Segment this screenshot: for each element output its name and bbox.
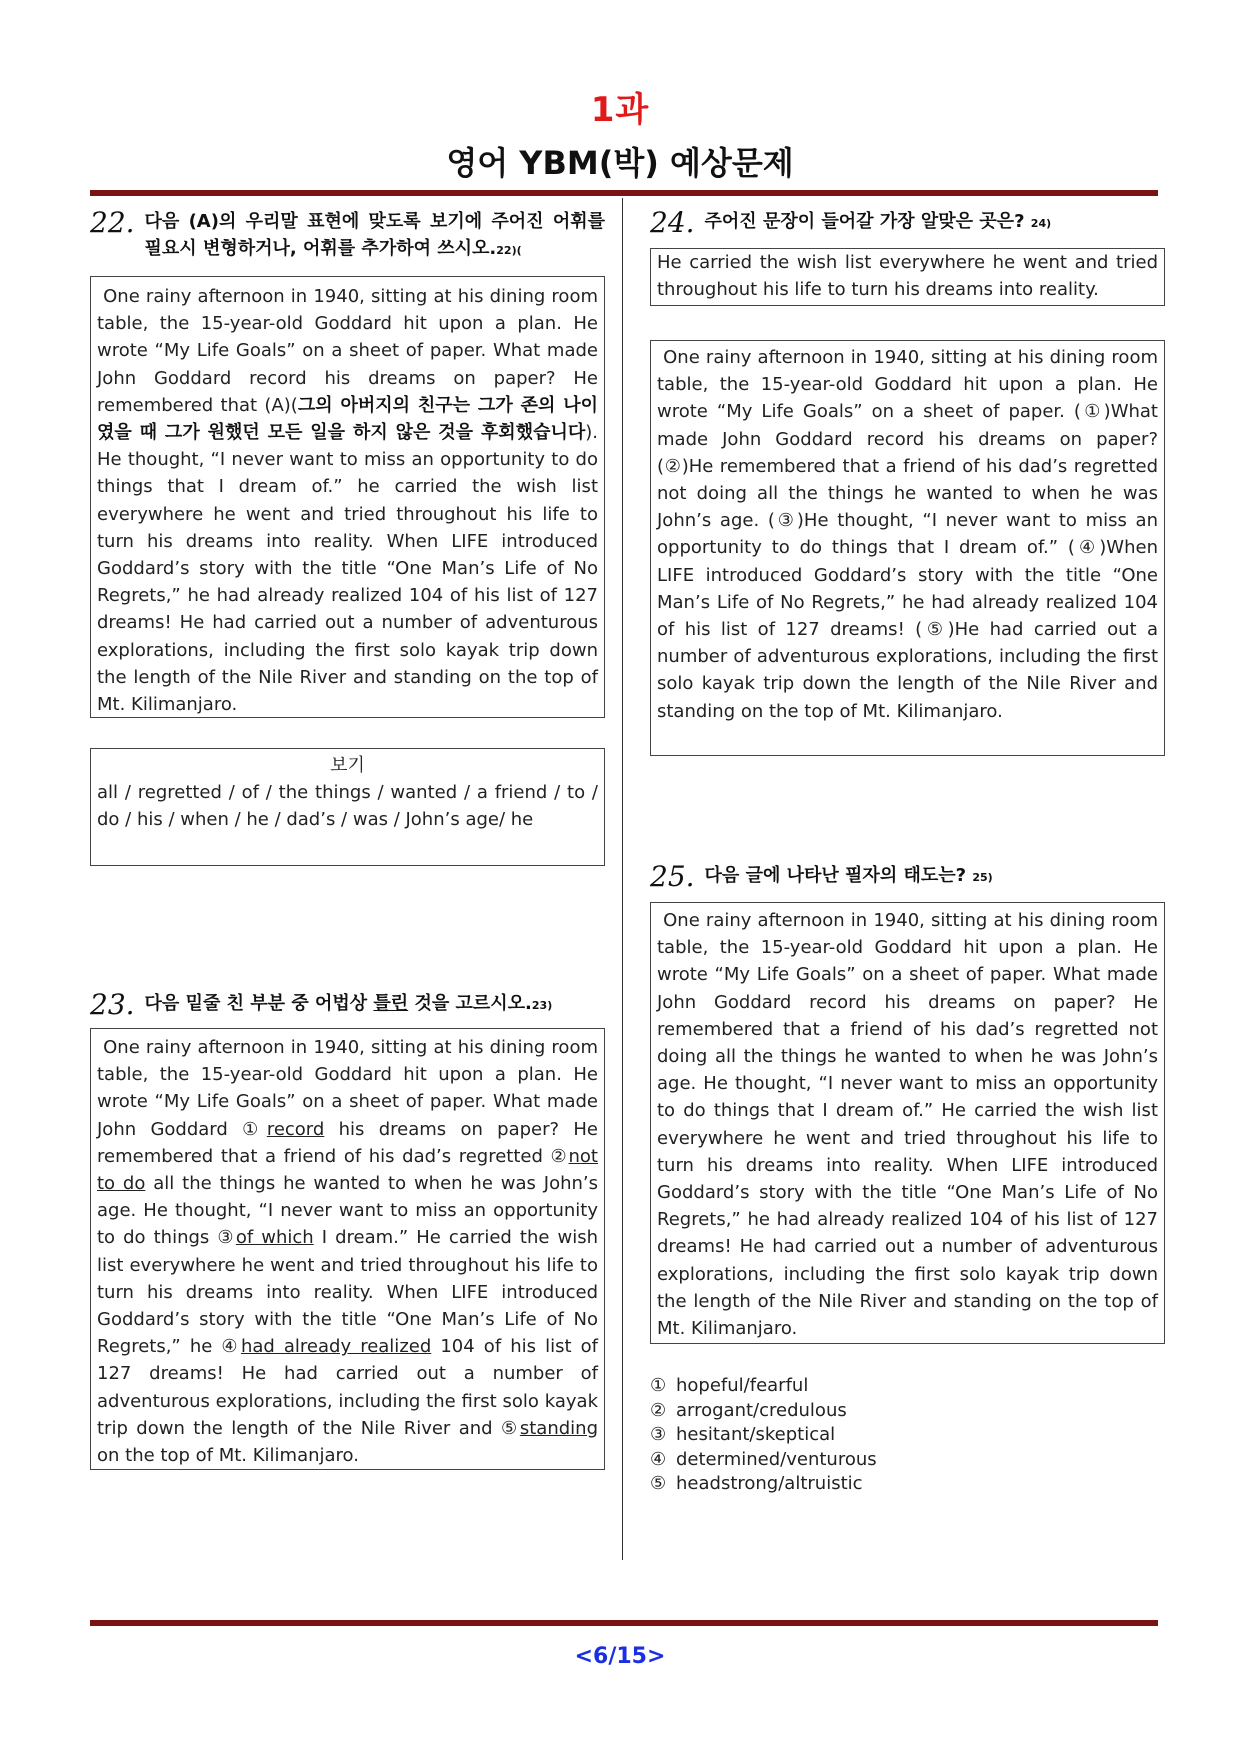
option-2[interactable]: ② arrogant/credulous — [650, 1399, 847, 1421]
question-prompt: 다음 글에 나타난 필자의 태도는? 25) — [704, 865, 993, 886]
question-23 — [90, 990, 605, 1470]
question-prompt: 주어진 문장이 들어갈 가장 알맞은 곳은? 24) — [704, 211, 1052, 232]
passage-box: One rainy afternoon in 1940, sitting at his dining room table, the 15-year-old Goddard hit upon a plan. He wrote “My Life Goals” on a sheet of paper. What made John Goddard record his dreams on paper? He remembered that a friend of his dad’s regretted not doing all the things he wanted to when he was John’s age. He thought, “I never want to miss an opportunity to do things that I dream of.” He carried the wish list everywhere he went and tried throughout his life to turn his dreams into reality. When LIFE introduced Goddard’s story with the title “One Man’s Life of No Regrets,” he had already realized 104 of his list of 127 dreams! He had carried out a number of adventurous explorations, including the first solo kayak trip down the length of the Nile River and standing on the top of Mt. Kilimanjaro. — [650, 902, 1165, 1344]
question-number: 25. — [650, 860, 695, 893]
option-3[interactable]: ③ hesitant/skeptical — [650, 1424, 836, 1445]
footnote-ref: 24) — [1030, 217, 1052, 230]
passage-box: One rainy afternoon in 1940, sitting at his dining room table, the 15-year-old Goddard hit upon a plan. He wrote “My Life Goals” on a sheet of paper. What made John Goddard record his dreams on paper? He remembered that (A)(그의 아버지의 친구는 그가 존의 나이였을 때 그가 원했던 모든 일을 하지 않은 것을 후회했습니다). He thought, “I never want to miss an opportunity to do things that I dream of.” he carried the wish list everywhere he went and tried throughout his life to turn his dreams into reality. When LIFE introduced Goddard’s story with the title “One Man’s Life of No Regrets,” he had already realized 104 of his list of 127 dreams! He had carried out a number of adventurous explorations, including the first solo kayak trip down the length of the Nile River and standing on the top of Mt. Kilimanjaro. — [90, 276, 605, 718]
option-5[interactable]: ⑤ headstrong/altruistic — [650, 1473, 863, 1494]
given-sentence-box: He carried the wish list everywhere he went and tried throughout his life to turn his dreams into reality. — [650, 248, 1165, 306]
option-4[interactable]: ④ determined/venturous — [650, 1448, 877, 1470]
question-number: 22. — [90, 206, 135, 239]
passage-box: One rainy afternoon in 1940, sitting at his dining room table, the 15-year-old Goddard hit upon a plan. He wrote “My Life Goals” on a sheet of paper. (①)What made John Goddard record his dreams on paper? (②)He remembered that a friend of his dad’s regretted not doing all the things he wanted to when he was John’s age. (③)He thought, “I never want to miss an opportunity to do things that I dream of.” (④)When LIFE introduced Goddard’s story with the title “One Man’s Life of No Regrets,” he had already realized 104 of his list of 127 dreams! (⑤)He had carried out a number of adventurous explorations, including the first solo kayak trip down the length of the Nile River and standing on the top of Mt. Kilimanjaro. — [650, 340, 1165, 756]
footnote-ref: 25) — [972, 871, 993, 884]
option-1[interactable]: ① hopeful/fearful — [650, 1375, 809, 1396]
page-title: 영어 YBM(박) 예상문제 — [446, 144, 794, 182]
bogi-label: 보기 — [330, 755, 365, 776]
question-prompt: 다음 밑줄 친 부분 중 어법상 틀린 것을 고르시오.23) — [144, 993, 553, 1014]
underlined-option-3: of which — [235, 1227, 314, 1249]
footnote-ref: 23) — [531, 999, 553, 1012]
bogi-box — [90, 748, 605, 866]
bogi-words: all / regretted / of / the things / wanted / a friend / to / do / his / when / he / dad’s / was / John’s age/ he — [97, 782, 598, 831]
underlined-option-4: had already realized — [240, 1336, 432, 1358]
question-prompt: 다음 (A)의 우리말 표현에 맞도록 보기에 주어진 어휘를 필요시 변형하거나, 어휘를 추가하여 쓰시오.22)( — [144, 211, 605, 259]
passage-box: One rainy afternoon in 1940, sitting at his dining room table, the 15-year-old Goddard hit upon a plan. He wrote “My Life Goals” on a sheet of paper. What made John Goddard ①record his dreams on paper? He remembered that a friend of his dad’s regretted ②not to do all the things he wanted to when he was John’s age. He thought, “I never want to miss an opportunity to do things ③of which I dream.” He carried the wish list everywhere he went and tried throughout his life to turn his dreams into reality. When LIFE introduced Goddard’s story with the title “One Man’s Life of No Regrets,” he ④had already realized 104 of his list of 127 dreams! He had carried out a number of adventurous explorations, including the first solo kayak trip down the length of the Nile River and ⑤standing on the top of Mt. Kilimanjaro. — [90, 1028, 605, 1470]
answer-options — [650, 1374, 1165, 1497]
page-number: <6/15> — [574, 1644, 666, 1669]
question-24 — [650, 208, 1165, 756]
underlined-option-1: record — [266, 1118, 325, 1140]
question-number: 24. — [650, 206, 695, 239]
question-22 — [90, 208, 605, 866]
column-divider — [622, 198, 623, 1560]
question-25 — [650, 862, 1165, 1497]
top-divider-bar — [90, 190, 1158, 196]
question-number: 23. — [90, 988, 135, 1021]
underlined-option-5: standing — [519, 1417, 598, 1439]
bottom-divider-bar — [90, 1620, 1158, 1626]
korean-prompt-text: 그의 아버지의 친구는 그가 존의 나이였을 때 그가 원했던 모든 일을 하지 않은 것을 후회했습니다 — [97, 394, 599, 444]
lesson-title: 1과 — [590, 90, 650, 130]
underlined-option-2: not to do — [97, 1145, 598, 1195]
footnote-ref: 22)( — [496, 244, 522, 257]
